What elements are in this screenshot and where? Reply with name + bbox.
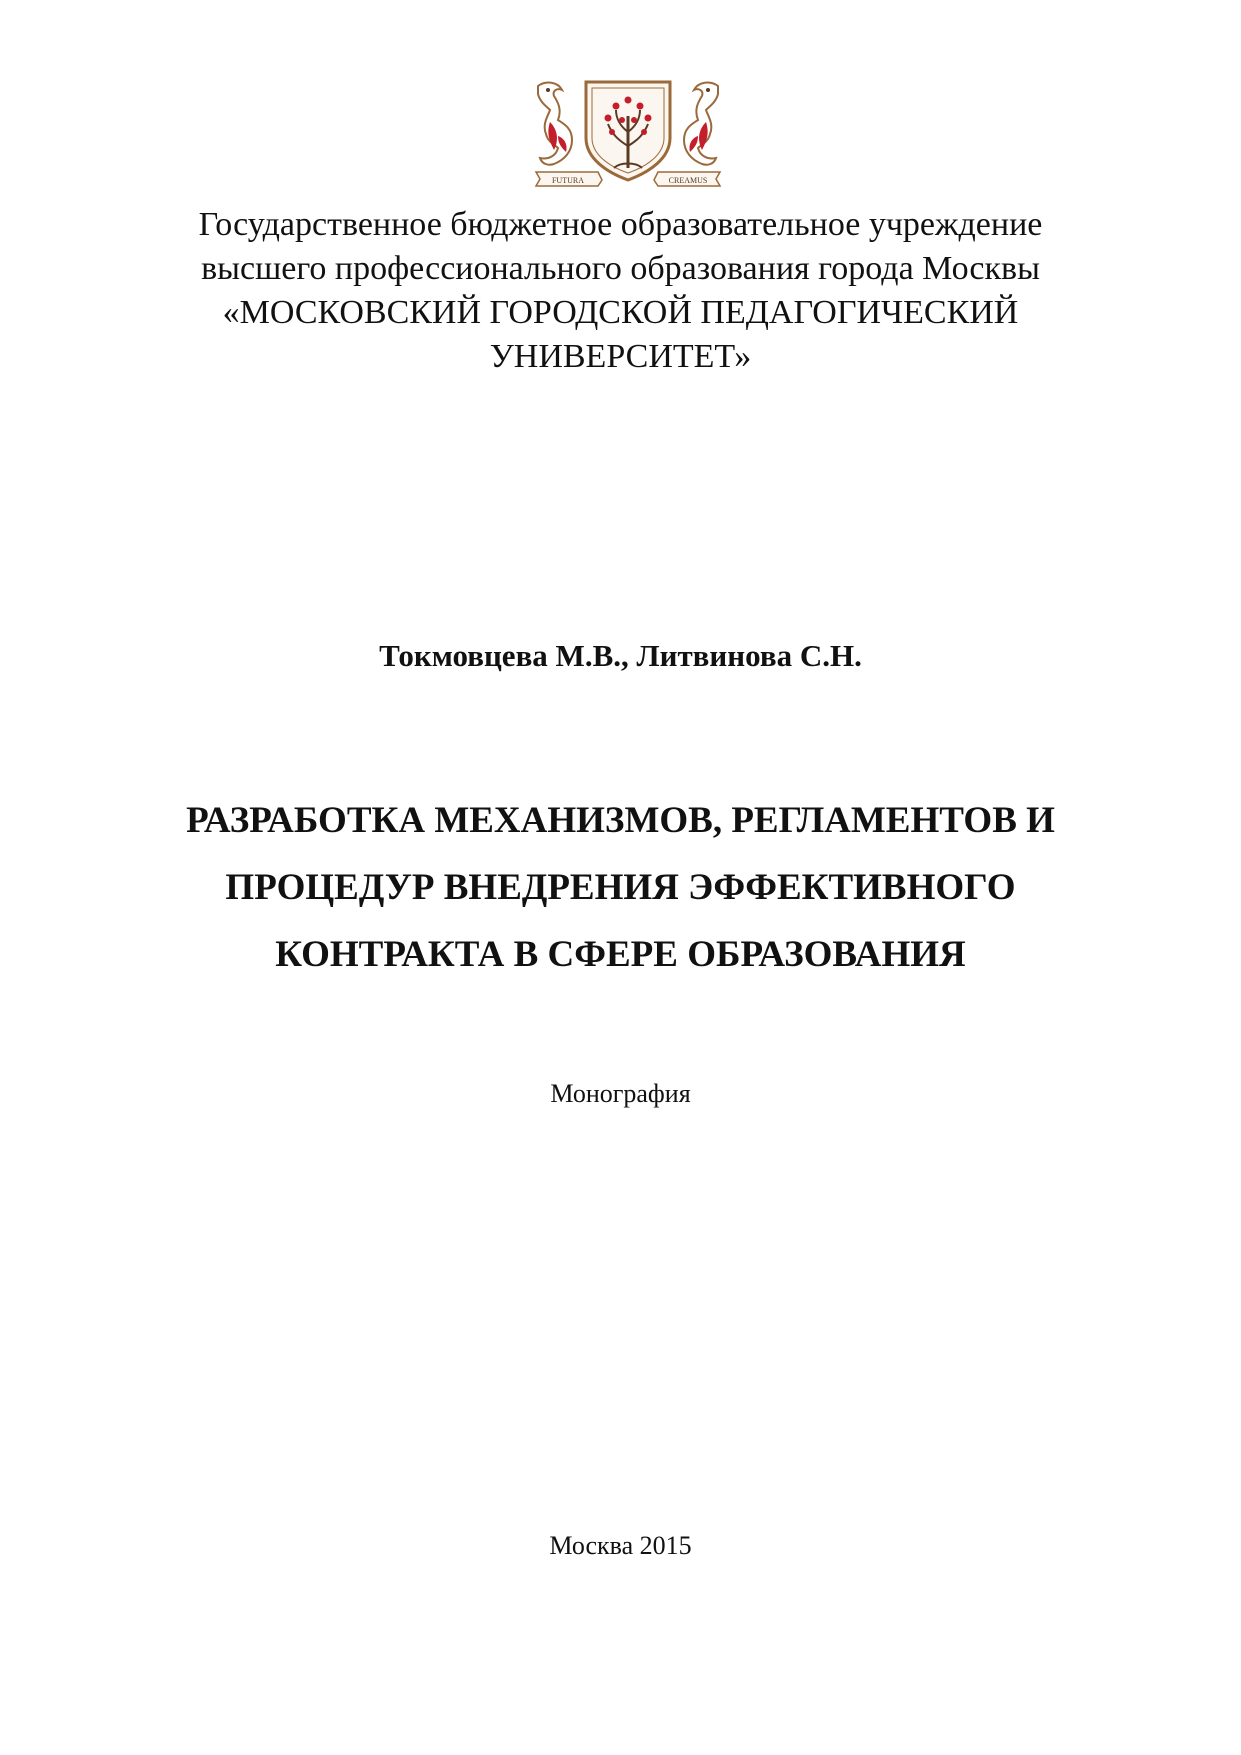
institution-line-2: высшего профессионального образования города Москвы <box>201 250 1040 287</box>
svg-text:CREAMUS: CREAMUS <box>668 176 708 185</box>
place-and-year: Москва 2015 <box>549 1531 692 1560</box>
right-griffin-icon <box>684 83 718 165</box>
institution-line-3: «МОСКОВСКИЙ ГОРОДСКОЙ ПЕДАГОГИЧЕСКИЙ <box>222 294 1019 331</box>
publication-type: Монография <box>550 1079 691 1108</box>
left-griffin-icon <box>538 83 572 165</box>
title-line-3: КОНТРАКТА В СФЕРЕ ОБРАЗОВАНИЯ <box>275 934 966 975</box>
title-line-2: ПРОЦЕДУР ВНЕДРЕНИЯ ЭФФЕКТИВНОГО <box>225 867 1016 908</box>
authors: Токмовцева М.В., Литвинова С.Н. <box>379 638 862 673</box>
document-title <box>0 787 1241 988</box>
title-line-1: РАЗРАБОТКА МЕХАНИЗМОВ, РЕГЛАМЕНТОВ И <box>186 800 1055 841</box>
institution-name <box>0 203 1241 379</box>
university-emblem-logo <box>528 76 728 188</box>
institution-line-1: Государственное бюджетное образовательное учреждение <box>198 206 1043 243</box>
svg-text:FUTURA: FUTURA <box>551 176 585 185</box>
institution-line-4: УНИВЕРСИТЕТ» <box>489 338 752 375</box>
